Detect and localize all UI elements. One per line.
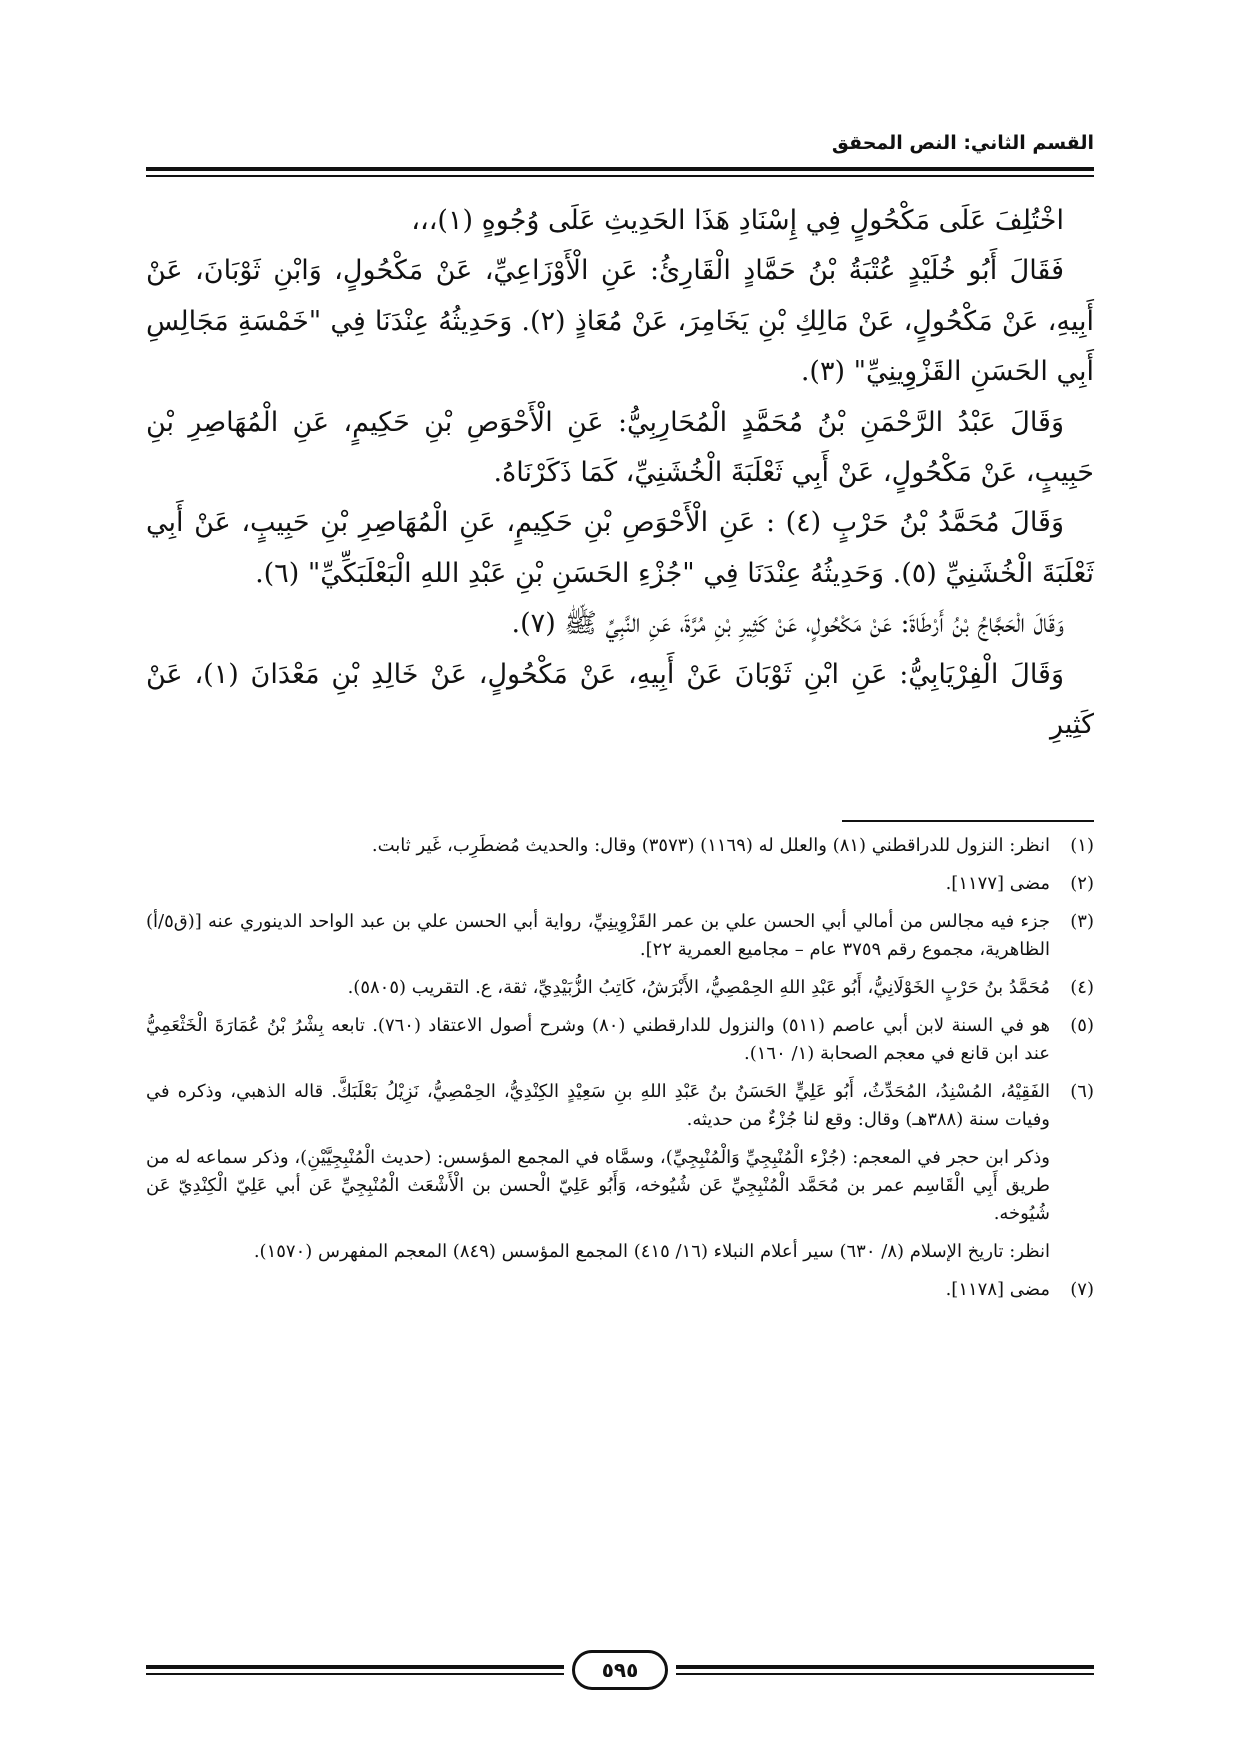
footnote-number: (٤) [1070, 977, 1094, 998]
main-text [146, 196, 1094, 750]
footnote [146, 908, 1094, 964]
footnote [146, 1276, 1094, 1304]
footnote-text: انظر: تاريخ الإسلام (٨/ ٦٣٠) سير أعلام النبلاء (١٦/ ٤١٥) المجمع المؤسس (٨٤٩) المعجم المفهرس (١٥٧٠). [253, 1241, 1050, 1262]
paragraph: وَقَالَ الْحَجَّاجُ بْنُ أَرْطَاةَ: عَنْ مَكْحُولٍ، عَنْ كَثِيرِ بْنِ مُرَّةَ، عَنِ النَّبِيِّ ﷺ (٧). [511, 608, 1064, 640]
header-rule [146, 167, 1094, 171]
footnote [146, 1078, 1094, 1134]
footer-rule-right-thin [676, 1673, 1094, 1675]
footnote-number: (٧) [1070, 1279, 1094, 1300]
footnote-text: مُحَمَّدُ بنُ حَرْبٍ الخَوْلَانِيُّ، أَبُو عَبْدِ اللهِ الحِمْصِيُّ، الأَبْرَشُ، كَاتِبُ الزُّبَيْدِيِّ، ثقة، ع. التقريب (٥٨٠٥). [347, 977, 1050, 998]
footer-rule-left [146, 1665, 564, 1669]
footnote-text: انظر: النزول للدراقطني (٨١) والعلل له (١١٦٩) (٣٥٧٣) وقال: والحديث مُضطَرِب، غَير ثابت. [371, 835, 1050, 856]
footnotes [146, 832, 1094, 1314]
footnote-number: (٥) [1070, 1015, 1094, 1036]
footnote-number: (٣) [1070, 911, 1094, 932]
footnote-text: هو في السنة لابن أبي عاصم (٥١١) والنزول للدارقطني (٨٠) وشرح أصول الاعتقاد (٧٦٠). تابعه بِشْرُ بْنُ عُمَارَةَ الْخَثْعَمِيُّ عند ابن قانع في معجم الصحابة (١/ ١٦٠). [146, 1015, 1050, 1064]
footnote-number: (٦) [1070, 1081, 1094, 1102]
page-number: ٥٩٥ [572, 1650, 668, 1690]
footnote-continuation [146, 1238, 1094, 1266]
paragraph: اخْتُلِفَ عَلَى مَكْحُولٍ فِي إِسْنَادِ هَذَا الحَدِيثِ عَلَى وُجُوهٍ (١)،،، [411, 205, 1064, 236]
footnote-text: مضى [١١٧٧]. [945, 873, 1050, 894]
footnote-text: وذكر ابن حجر في المعجم: (جُزْء الْمُنْبِجِيِّ وَالْمُنْبِجِيِّ)، وسمَّاه في المجمع المؤسس: (حديث الْمُنْبِجِيَّيْنِ)، وذكر سماعه له من طريق أَبِي الْقَاسِم عمر بن مُحَمَّد الْمُنْبِجِيِّ عَن شُيُوخه، وَأَبُو عَلِيّ الْحسن بن الْأَشْعَث الْمُنْبِجِيِّ عَن أبي عَلِيّ الْكِنْدِيّ عَن شُيُوخه. [146, 1147, 1051, 1224]
footnote [146, 832, 1094, 860]
paragraph: وَقَالَ الْفِرْيَابِيُّ: عَنِ ابْنِ ثَوْبَانَ عَنْ أَبِيهِ، عَنْ مَكْحُولٍ، عَنْ خَالِدِ بْنِ مَعْدَانَ (١)، عَنْ كَثِيرِ [146, 658, 1094, 741]
footer-rule-left-thin [146, 1673, 564, 1675]
paragraph: وَقَالَ مُحَمَّدُ بْنُ حَرْبٍ (٤) : عَنِ الْأَحْوَصِ بْنِ حَكِيمٍ، عَنِ الْمُهَاصِرِ بْنِ حَبِيبٍ، عَنْ أَبِي ثَعْلَبَةَ الْخُشَنِيِّ (٥). وَحَدِيثُهُ عِنْدَنَا فِي "جُزْءِ الحَسَنِ بْنِ عَبْدِ اللهِ الْبَعْلَبَكِّيِّ" (٦). [146, 507, 1094, 589]
footer-rule-right [676, 1665, 1094, 1669]
footnote-number: (٢) [1070, 873, 1094, 894]
footnote-text: الفَقِيْهُ، المُسْنِدُ، المُحَدِّثُ، أَبُو عَلِيٍّ الحَسَنُ بنُ عَبْدِ اللهِ بنِ سَعِيْدٍ الكِنْدِيُّ، الحِمْصِيُّ، نَزِيْلُ بَعْلَبَكَّ. قاله الذهبي، وذكره في وفيات سنة (٣٨٨هـ) وقال: وقع لنا جُزْءٌ من حديثه. [146, 1081, 1050, 1130]
footnote-text: جزء فيه مجالس من أمالي أبي الحسن علي بن عمر القَزْوِينِيِّ، رواية أبي الحسن علي بن عبد الواحد الدينوري عنه [(ق٥/أ) الظاهرية، مجموع رقم ٣٧٥٩ عام – مجاميع العمرية ٢٢]. [146, 911, 1050, 960]
footnote [146, 870, 1094, 898]
footnote [146, 1012, 1094, 1068]
footnote-separator [842, 820, 1094, 822]
footnote-text: مضى [١١٧٨]. [945, 1279, 1050, 1300]
paragraph: فَقَالَ أَبُو خُلَيْدٍ عُتْبَةُ بْنُ حَمَّادٍ الْقَارِئُ: عَنِ الْأَوْزَاعِيِّ، عَنْ مَكْحُولٍ، وَابْنِ ثَوْبَانَ، عَنْ أَبِيهِ، عَنْ مَكْحُولٍ، عَنْ مَالِكِ بْنِ يَخَامِرَ، عَنْ مُعَاذٍ (٢). وَحَدِيثُهُ عِنْدَنَا فِي "خَمْسَةِ مَجَالِسِ أَبِي الحَسَنِ القَزْوِينِيِّ" (٣). [146, 255, 1094, 388]
footnote [146, 974, 1094, 1002]
footnote-number: (١) [1070, 835, 1094, 856]
paragraph: وَقَالَ عَبْدُ الرَّحْمَنِ بْنُ مُحَمَّدٍ الْمُحَارِبِيُّ: عَنِ الْأَحْوَصِ بْنِ حَكِيمٍ، عَنِ الْمُهَاصِرِ بْنِ حَبِيبٍ، عَنْ مَكْحُولٍ، عَنْ أَبِي ثَعْلَبَةَ الْخُشَنِيِّ، كَمَا ذَكَرْنَاهُ. [146, 406, 1094, 489]
header-rule-thin [146, 175, 1094, 177]
running-header: القسم الثاني: النص المحقق [831, 132, 1094, 154]
footnote-continuation [146, 1144, 1094, 1228]
